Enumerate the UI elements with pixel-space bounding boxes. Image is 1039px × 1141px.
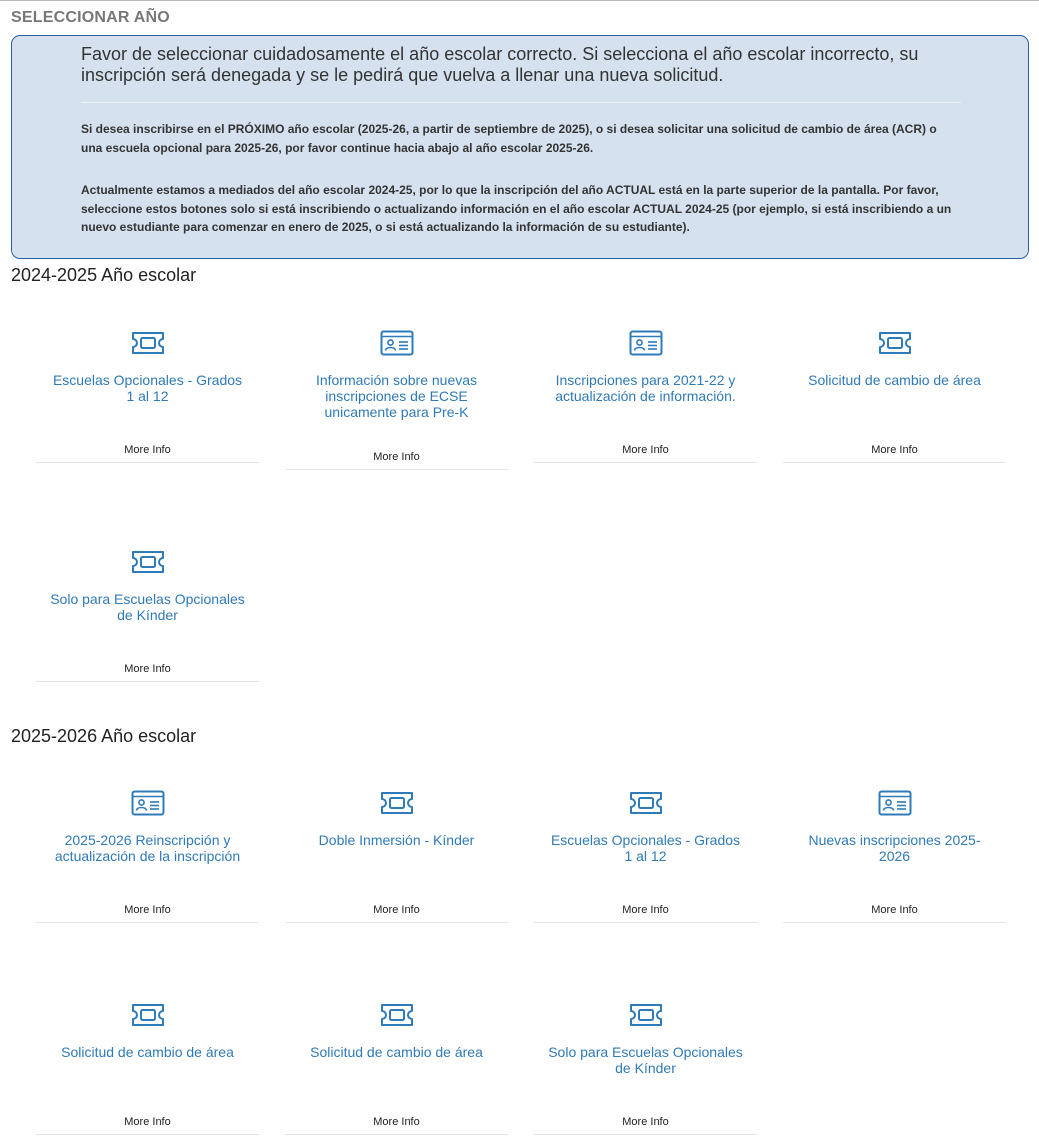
card-label[interactable]: Solicitud de cambio de área (808, 372, 981, 388)
card-escuelas-opcionales-grados[interactable] (36, 330, 259, 456)
top-divider (0, 0, 1039, 1)
card-divider (36, 922, 259, 923)
id-card-icon (380, 330, 414, 356)
ticket-icon (131, 1002, 165, 1028)
more-info-link[interactable]: More Info (622, 1116, 669, 1128)
more-info-link[interactable]: More Info (373, 1116, 420, 1128)
section-title-2024-2025: 2024-2025 Año escolar (11, 265, 197, 285)
more-info-link[interactable]: More Info (124, 444, 171, 456)
notice-lead-text: Favor de seleccionar cuidadosamente el año escolar correcto. Si selecciona el año escolar incorrecto, su inscripción será denegada y se le pedirá que vuelva a llenar una nueva solicitud. (81, 44, 919, 85)
more-info-link[interactable]: More Info (373, 451, 420, 463)
page-title: SELECCIONAR AÑO (11, 9, 170, 26)
more-info-link[interactable]: More Info (622, 904, 669, 916)
card-solo-opcionales-kinder[interactable] (36, 549, 259, 675)
ticket-icon (131, 549, 165, 575)
card-divider (285, 1134, 508, 1135)
card-divider (36, 462, 259, 463)
id-card-icon (629, 330, 663, 356)
card-divider (783, 922, 1006, 923)
card-label[interactable]: 2025-2026 Reinscripción y actualización de la inscripción (54, 832, 241, 864)
card-label[interactable]: Escuelas Opcionales - Grados 1 al 12 (52, 372, 243, 404)
card-reinscripcion-2025-2026[interactable] (36, 790, 259, 916)
card-divider (36, 681, 259, 682)
ticket-icon (380, 790, 414, 816)
card-label[interactable]: Solo para Escuelas Opcionales de Kínder (50, 591, 245, 623)
card-doble-inmersion-kinder[interactable] (285, 790, 508, 916)
more-info-link[interactable]: More Info (622, 444, 669, 456)
card-label[interactable]: Solicitud de cambio de área (310, 1044, 483, 1060)
card-divider (534, 922, 757, 923)
card-label[interactable]: Inscripciones para 2021-22 y actualización de información. (555, 372, 736, 404)
ticket-icon (878, 330, 912, 356)
more-info-link[interactable]: More Info (373, 904, 420, 916)
ticket-icon (629, 1002, 663, 1028)
card-escuelas-opcionales-grados-2025[interactable] (534, 790, 757, 916)
id-card-icon (131, 790, 165, 816)
ticket-icon (380, 1002, 414, 1028)
section-title-2025-2026: 2025-2026 Año escolar (11, 726, 197, 746)
more-info-link[interactable]: More Info (871, 444, 918, 456)
card-label[interactable]: Nuevas inscripciones 2025-2026 (808, 832, 981, 864)
more-info-link[interactable]: More Info (124, 663, 171, 675)
ticket-icon (131, 330, 165, 356)
card-solicitud-cambio-area-2[interactable] (285, 1002, 508, 1128)
card-informacion-ecse-pre-k[interactable] (285, 330, 508, 463)
card-label[interactable]: Escuelas Opcionales - Grados 1 al 12 (550, 832, 741, 864)
card-label[interactable]: Solo para Escuelas Opcionales de Kínder (548, 1044, 743, 1076)
card-solicitud-cambio-area[interactable] (783, 330, 1006, 456)
ticket-icon (629, 790, 663, 816)
notice-paragraph-next-year: Si desea inscribirse en el PRÓXIMO año escolar (2025-26, a partir de septiembre de 2025), o si desea solicitar una solicitud de cambio de área (ACR) o una escuela opcional para 2025-26, por favor continue hacia abajo al año escolar 2025-26. (81, 122, 937, 155)
card-divider (285, 469, 508, 470)
more-info-link[interactable]: More Info (871, 904, 918, 916)
id-card-icon (878, 790, 912, 816)
card-label[interactable]: Doble Inmersión - Kínder (318, 832, 475, 848)
more-info-link[interactable]: More Info (124, 904, 171, 916)
card-divider (534, 462, 757, 463)
card-divider (534, 1134, 757, 1135)
card-label[interactable]: Solicitud de cambio de área (61, 1044, 234, 1060)
card-nuevas-inscripciones-2025-2026[interactable] (783, 790, 1006, 916)
card-solicitud-cambio-area-1[interactable] (36, 1002, 259, 1128)
card-inscripciones-2021-22[interactable] (534, 330, 757, 456)
card-divider (285, 922, 508, 923)
notice-divider (81, 102, 961, 103)
notice-box (11, 35, 1029, 259)
card-divider (783, 462, 1006, 463)
more-info-link[interactable]: More Info (124, 1116, 171, 1128)
card-label[interactable]: Información sobre nuevas inscripciones de ECSE unicamente para Pre-K (315, 372, 478, 420)
notice-paragraph-current-year: Actualmente estamos a mediados del año escolar 2024-25, por lo que la inscripción del año ACTUAL está en la parte superior de la pantalla. Por favor, seleccione estos botones solo si está inscribiendo o actualizando información en el año escolar ACTUAL 2024-25 (por ejemplo, si está inscribiendo a un nuevo estudiante para comenzar en enero de 2025, o si está actualizando la información de su estudiante). (81, 183, 952, 234)
card-solo-opcionales-kinder-2025[interactable] (534, 1002, 757, 1128)
card-divider (36, 1134, 259, 1135)
